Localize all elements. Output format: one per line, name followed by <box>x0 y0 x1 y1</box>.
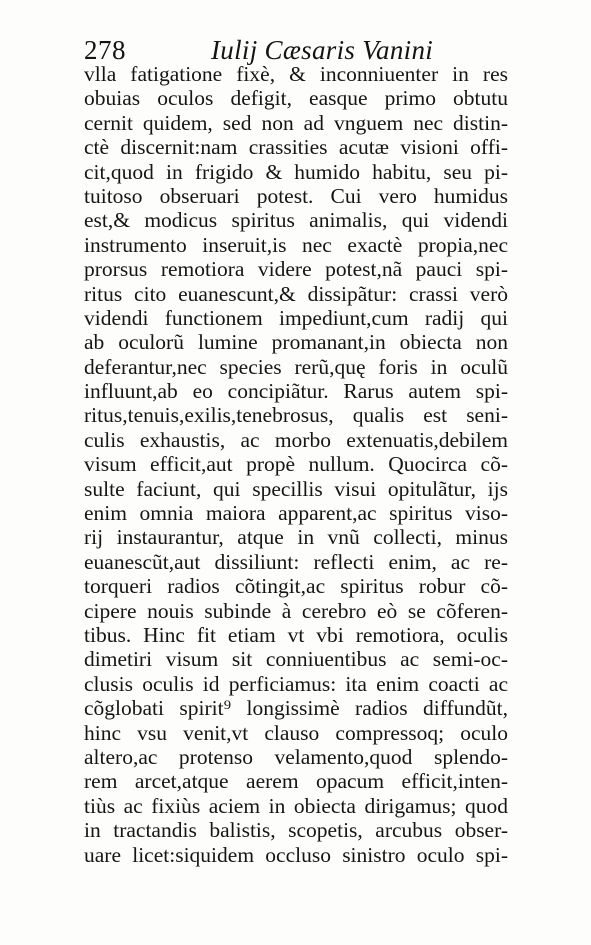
body-text <box>84 62 508 867</box>
text-line: uare licet:siquidem occluso sinistro oculo spi- <box>84 842 508 867</box>
text-line: in tractandis balistis, scopetis, arcubus obser- <box>84 818 508 843</box>
text-line: cõglobati spirit⁹ longissimè radios diffundũt, <box>84 696 508 721</box>
text-line: videndi functionem impediunt,cum radij qui <box>84 305 508 330</box>
text-line: sulte faciunt, qui specillis visui opitulãtur, ijs <box>84 476 508 501</box>
text-line: cipere nouis subinde à cerebro eò se cõferen- <box>84 598 508 623</box>
page-number: 278 <box>84 35 126 65</box>
text-line: ctè discernit:nam crassities acutæ visioni offi- <box>84 135 508 160</box>
text-line: obuias oculos defigit, easque primo obtutu <box>84 86 508 111</box>
text-line: ritus cito euanescunt,& dissipãtur: crassi verò <box>84 281 508 306</box>
text-line: ab oculorũ lumine promanant,in obiecta non <box>84 330 508 355</box>
text-line: rem arcet,atque aerem opacum efficit,inten- <box>84 769 508 794</box>
text-line: cit,quod in frigido & humido habitu, seu pi- <box>84 159 508 184</box>
text-line: tiùs ac fixiùs aciem in obiecta dirigamus; quod <box>84 793 508 818</box>
text-line: tibus. Hinc fit etiam vt vbi remotiora, oculis <box>84 622 508 647</box>
text-line: hinc vsu venit,vt clauso compressoq; oculo <box>84 720 508 745</box>
text-line: cernit quidem, sed non ad vnguem nec distin- <box>84 110 508 135</box>
text-line: instrumento inseruit,is nec exactè propia,nec <box>84 232 508 257</box>
text-line: altero,ac protenso velamento,quod splendo- <box>84 744 508 769</box>
text-line: influunt,ab eo concipiãtur. Rarus autem spi- <box>84 379 508 404</box>
text-line: dimetiri visum sit conniuentibus ac semi-oc- <box>84 647 508 672</box>
text-line: visum efficit,aut propè nullum. Quocirca cõ- <box>84 452 508 477</box>
text-line: rij instaurantur, atque in vnũ collecti, minus <box>84 525 508 550</box>
text-line: torqueri radios cõtingit,ac spiritus robur cõ- <box>84 574 508 599</box>
running-head: Iulij Cæsaris Vanini <box>211 35 434 65</box>
text-line: prorsus remotiora videre potest,nã pauci spi- <box>84 257 508 282</box>
text-line: clusis oculis id perficiamus: ita enim coacti ac <box>84 671 508 696</box>
text-line: est,& modicus spiritus animalis, qui videndi <box>84 208 508 233</box>
text-line: culis exhaustis, ac morbo extenuatis,debilem <box>84 427 508 452</box>
text-line: tuitoso obseruari potest. Cui vero humidus <box>84 183 508 208</box>
text-line: euanescũt,aut dissiliunt: reflecti enim, ac re- <box>84 549 508 574</box>
text-line: deferantur,nec species rerũ,quę foris in oculũ <box>84 354 508 379</box>
text-line: ritus,tenuis,exilis,tenebrosus, qualis est seni- <box>84 403 508 428</box>
text-line: enim omnia maiora apparent,ac spiritus viso- <box>84 501 508 526</box>
text-line: vlla fatigatione fixè, & inconniuenter in res <box>84 62 508 86</box>
